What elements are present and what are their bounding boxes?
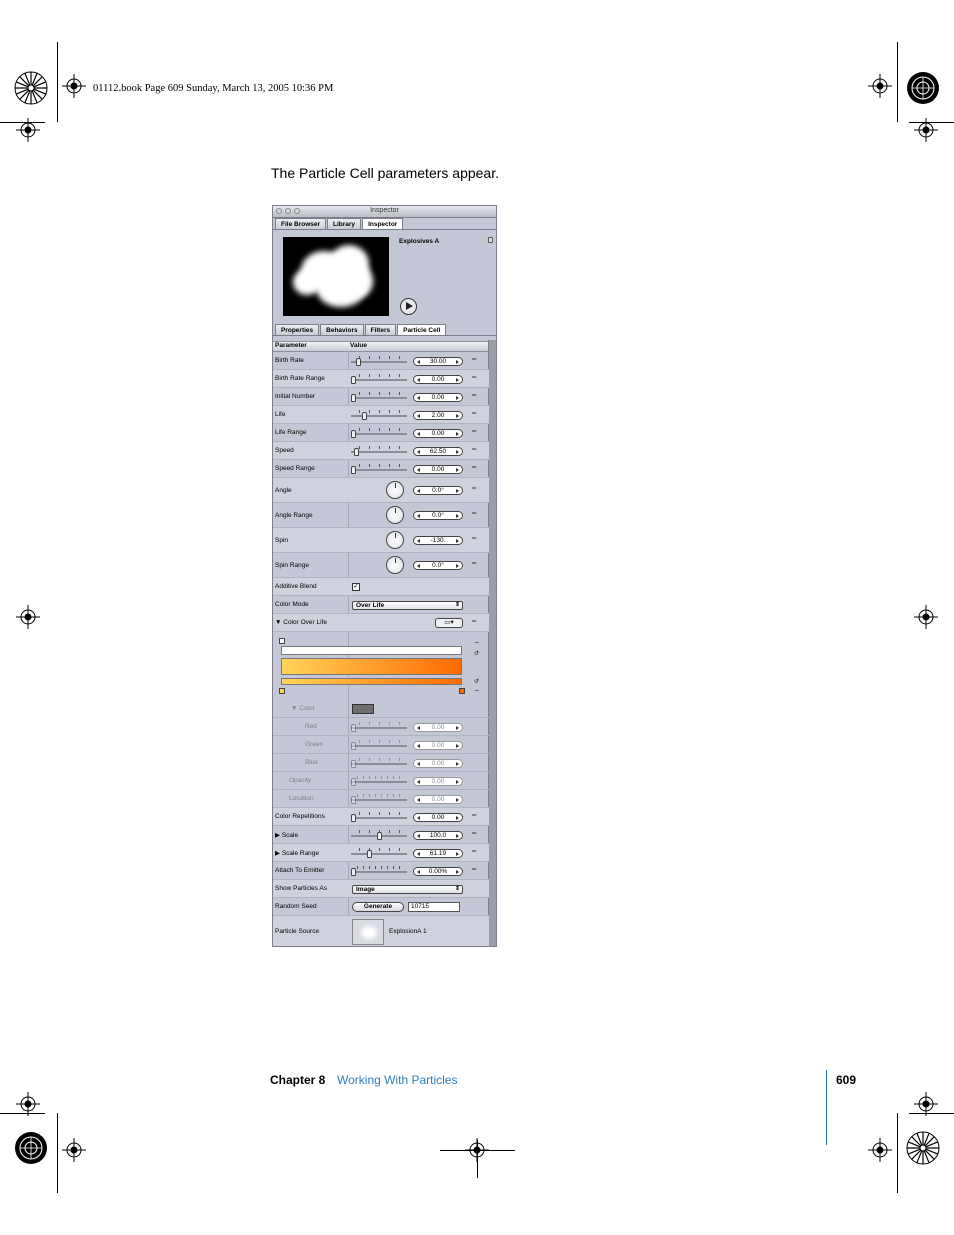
param-label: Angle (275, 487, 292, 494)
row-spin-range (273, 553, 489, 578)
tab-library[interactable]: Library (327, 218, 361, 229)
param-label-color: ▼ Color (291, 705, 315, 712)
spin-field[interactable]: -130. (413, 536, 463, 545)
divider (273, 335, 496, 336)
row-particle-source (273, 916, 489, 947)
top-tabs (275, 218, 404, 229)
window-title: Inspector (370, 207, 399, 214)
birth-rate-range-slider[interactable] (351, 374, 407, 382)
crosshair-mark-icon (914, 1092, 938, 1116)
initial-number-slider[interactable] (351, 392, 407, 400)
reset-icon[interactable]: ═ (472, 867, 477, 873)
column-header-parameter: Parameter (275, 342, 307, 349)
additive-blend-checkbox[interactable]: ✓ (353, 583, 359, 590)
reset-icon[interactable]: ═ (472, 831, 477, 837)
reset-icon[interactable]: ═ (472, 465, 477, 471)
param-label-color-over-life: ▼ Color Over Life (275, 619, 327, 626)
spin-range-dial[interactable] (386, 556, 404, 574)
param-label: Life (275, 411, 286, 418)
scale-slider[interactable] (351, 830, 407, 838)
row-scale-range (273, 844, 489, 862)
reset-icon[interactable]: ═ (472, 411, 477, 417)
row-color (273, 700, 489, 718)
crop-line (897, 42, 898, 122)
row-color-repetitions (273, 808, 489, 826)
row-green (273, 736, 489, 754)
gradient-preset-button[interactable]: ▭▾ (435, 618, 463, 628)
reset-icon[interactable]: ═ (472, 511, 477, 517)
play-preview-button[interactable] (400, 298, 417, 315)
param-label: Green (305, 741, 324, 748)
reset-icon[interactable]: ═ (472, 357, 477, 363)
green-field[interactable]: 0.00 (413, 741, 463, 750)
param-label: Location (289, 795, 314, 802)
gradient-editor (273, 632, 489, 702)
blue-slider[interactable] (351, 758, 407, 766)
reset-icon[interactable]: ═ (472, 486, 477, 492)
reverse-icon[interactable]: ↺ (474, 651, 480, 657)
row-scale (273, 826, 489, 844)
reset-icon[interactable]: ═ (472, 375, 477, 381)
opacity-field[interactable]: 0.00 (413, 777, 463, 786)
angle-range-field[interactable]: 0.0° (413, 511, 463, 520)
reset-icon[interactable]: ═ (472, 393, 477, 399)
param-label: Color Mode (275, 601, 309, 608)
param-label: Speed (275, 447, 294, 454)
row-birth-rate-range (273, 370, 489, 388)
particle-source-thumbnail[interactable] (352, 919, 384, 945)
param-label: Birth Rate (275, 357, 304, 364)
registration-mark-icon (906, 1131, 940, 1165)
row-blue (273, 754, 489, 772)
double-arrow-icon[interactable]: ⇔ (474, 688, 480, 694)
color-gradient-bar[interactable] (281, 658, 462, 675)
sub-tabs (275, 324, 447, 335)
birth-rate-field[interactable]: 30.00 (413, 357, 463, 366)
red-slider[interactable] (351, 722, 407, 730)
tab-particle-cell[interactable]: Particle Cell (397, 324, 446, 335)
divider (273, 229, 496, 230)
random-seed-field[interactable]: 10715 (408, 902, 460, 912)
param-label: Birth Rate Range (275, 375, 325, 382)
crosshair-mark-icon (62, 1138, 86, 1162)
location-field[interactable]: 0.00 (413, 795, 463, 804)
opacity-stop[interactable] (279, 638, 285, 644)
opacity-slider[interactable] (351, 776, 407, 784)
column-header (273, 341, 489, 352)
row-show-particles-as (273, 880, 489, 898)
param-label: Spin Range (275, 562, 309, 569)
reset-icon[interactable]: ═ (472, 561, 477, 567)
tab-properties[interactable]: Properties (275, 324, 319, 335)
row-opacity (273, 772, 489, 790)
color-stops-bar[interactable] (281, 678, 462, 685)
param-label-scale-range: ▶ Scale Range (275, 850, 320, 857)
reset-icon[interactable]: ═ (472, 429, 477, 435)
param-label-scale: ▶ Scale (275, 832, 299, 839)
generate-button[interactable]: Generate (352, 902, 404, 912)
life-field[interactable]: 2.00 (413, 411, 463, 420)
particle-source-name: ExplosionA 1 (389, 928, 427, 935)
color-repetitions-slider[interactable] (351, 812, 407, 820)
life-range-field[interactable]: 0.00 (413, 429, 463, 438)
attach-to-emitter-field[interactable]: 0.00% (413, 867, 463, 876)
crosshair-mark-icon (868, 1138, 892, 1162)
row-spin (273, 528, 489, 553)
crosshair-mark-icon (914, 118, 938, 142)
crop-line (897, 1113, 898, 1193)
crosshair-mark-icon (914, 605, 938, 629)
crosshair-mark-icon (16, 1092, 40, 1116)
registration-mark-icon (906, 71, 940, 105)
footer-chapter: Chapter 8 (270, 1073, 326, 1087)
reset-icon[interactable]: ═ (472, 619, 477, 625)
life-slider[interactable] (351, 410, 407, 418)
reset-icon[interactable]: ═ (472, 536, 477, 542)
registration-mark-icon (14, 71, 48, 105)
particle-preview-image (283, 237, 389, 316)
scale-range-slider[interactable] (351, 848, 407, 856)
spin-dial[interactable] (386, 531, 404, 549)
param-label: Red (305, 723, 317, 730)
crop-line (57, 42, 58, 122)
spin-range-field[interactable]: 0.0° (413, 561, 463, 570)
registration-mark-icon (14, 1131, 48, 1165)
param-label: Particle Source (275, 928, 320, 935)
scale-range-field[interactable]: 61.19 (413, 849, 463, 858)
row-additive-blend (273, 578, 489, 596)
row-location (273, 790, 489, 808)
crosshair-mark-icon (16, 605, 40, 629)
crop-line (57, 1113, 58, 1193)
column-header-value: Value (350, 342, 367, 349)
show-particles-as-popup[interactable]: Image ⇕ (352, 885, 463, 894)
color-mode-popup[interactable]: Over Life ⇕ (352, 601, 463, 610)
param-label: Random Seed (275, 903, 317, 910)
color-repetitions-field[interactable]: 0.00 (413, 813, 463, 822)
row-birth-rate (273, 352, 489, 370)
page-number: 609 (836, 1073, 857, 1087)
param-label: Attach To Emitter (275, 867, 325, 874)
location-slider[interactable] (351, 794, 407, 802)
reset-icon[interactable]: ═ (472, 813, 477, 819)
row-initial-number (273, 388, 489, 406)
reset-icon[interactable]: ═ (472, 849, 477, 855)
green-slider[interactable] (351, 740, 407, 748)
row-angle (273, 478, 489, 503)
row-random-seed (273, 898, 489, 916)
footer-chapter-title: Working With Particles (337, 1073, 458, 1087)
param-label: Opacity (289, 777, 312, 784)
tab-filters[interactable]: Filters (365, 324, 397, 335)
row-speed-range (273, 460, 489, 478)
lock-icon[interactable] (488, 237, 493, 243)
crosshair-mark-icon (868, 74, 892, 98)
crosshair-mark-icon (62, 74, 86, 98)
param-label: Spin (275, 537, 289, 544)
color-swatch[interactable] (352, 704, 374, 714)
attach-to-emitter-slider[interactable] (351, 866, 407, 874)
row-life-range (273, 424, 489, 442)
speed-slider[interactable] (351, 446, 407, 454)
speed-field[interactable]: 62.50 (413, 447, 463, 456)
param-label: Show Particles As (275, 885, 328, 892)
inspector-window (272, 205, 497, 947)
scale-field[interactable]: 100.0 (413, 831, 463, 840)
row-attach-to-emitter (273, 862, 489, 880)
param-label: Life Range (275, 429, 307, 436)
color-stop-start[interactable] (279, 688, 285, 694)
angle-dial[interactable] (386, 481, 404, 499)
speed-range-slider[interactable] (351, 464, 407, 472)
scrollbar[interactable] (488, 340, 496, 947)
row-color-over-life (273, 614, 489, 632)
crop-line (477, 1140, 478, 1178)
angle-field[interactable]: 0.0° (413, 486, 463, 495)
angle-range-dial[interactable] (386, 506, 404, 524)
row-speed (273, 442, 489, 460)
tab-behaviors[interactable]: Behaviors (320, 324, 363, 335)
param-label: Angle Range (275, 512, 313, 519)
birth-rate-slider[interactable] (351, 356, 407, 364)
object-name: Explosives A (399, 238, 440, 245)
blue-field[interactable]: 0.00 (413, 759, 463, 768)
red-field[interactable]: 0.00 (413, 723, 463, 732)
param-label: Additive Blend (275, 583, 317, 590)
crosshair-mark-icon (16, 118, 40, 142)
param-label: Speed Range (275, 465, 315, 472)
row-life (273, 406, 489, 424)
double-arrow-icon[interactable]: ⇔ (474, 640, 480, 646)
footer-rule (826, 1070, 827, 1145)
color-stop-end[interactable] (459, 688, 465, 694)
param-label: Blue (305, 759, 319, 766)
life-range-slider[interactable] (351, 428, 407, 436)
row-color-mode (273, 596, 489, 614)
print-line: 01112.book Page 609 Sunday, March 13, 2005 10:36 PM (93, 83, 334, 94)
row-angle-range (273, 503, 489, 528)
caption: The Particle Cell parameters appear. (271, 165, 499, 181)
title-bar (273, 206, 496, 218)
speed-range-field[interactable]: 0.00 (413, 465, 463, 474)
reverse-icon[interactable]: ↺ (474, 679, 480, 685)
param-label: Color Repetitions (275, 813, 325, 820)
tab-file-browser[interactable]: File Browser (275, 218, 326, 229)
reset-icon[interactable]: ═ (472, 447, 477, 453)
initial-number-field[interactable]: 0.00 (413, 393, 463, 402)
opacity-bar[interactable] (281, 646, 462, 655)
tab-inspector[interactable]: Inspector (362, 218, 403, 229)
param-label: Initial Number (275, 393, 316, 400)
birth-rate-range-field[interactable]: 0.00 (413, 375, 463, 384)
row-red (273, 718, 489, 736)
